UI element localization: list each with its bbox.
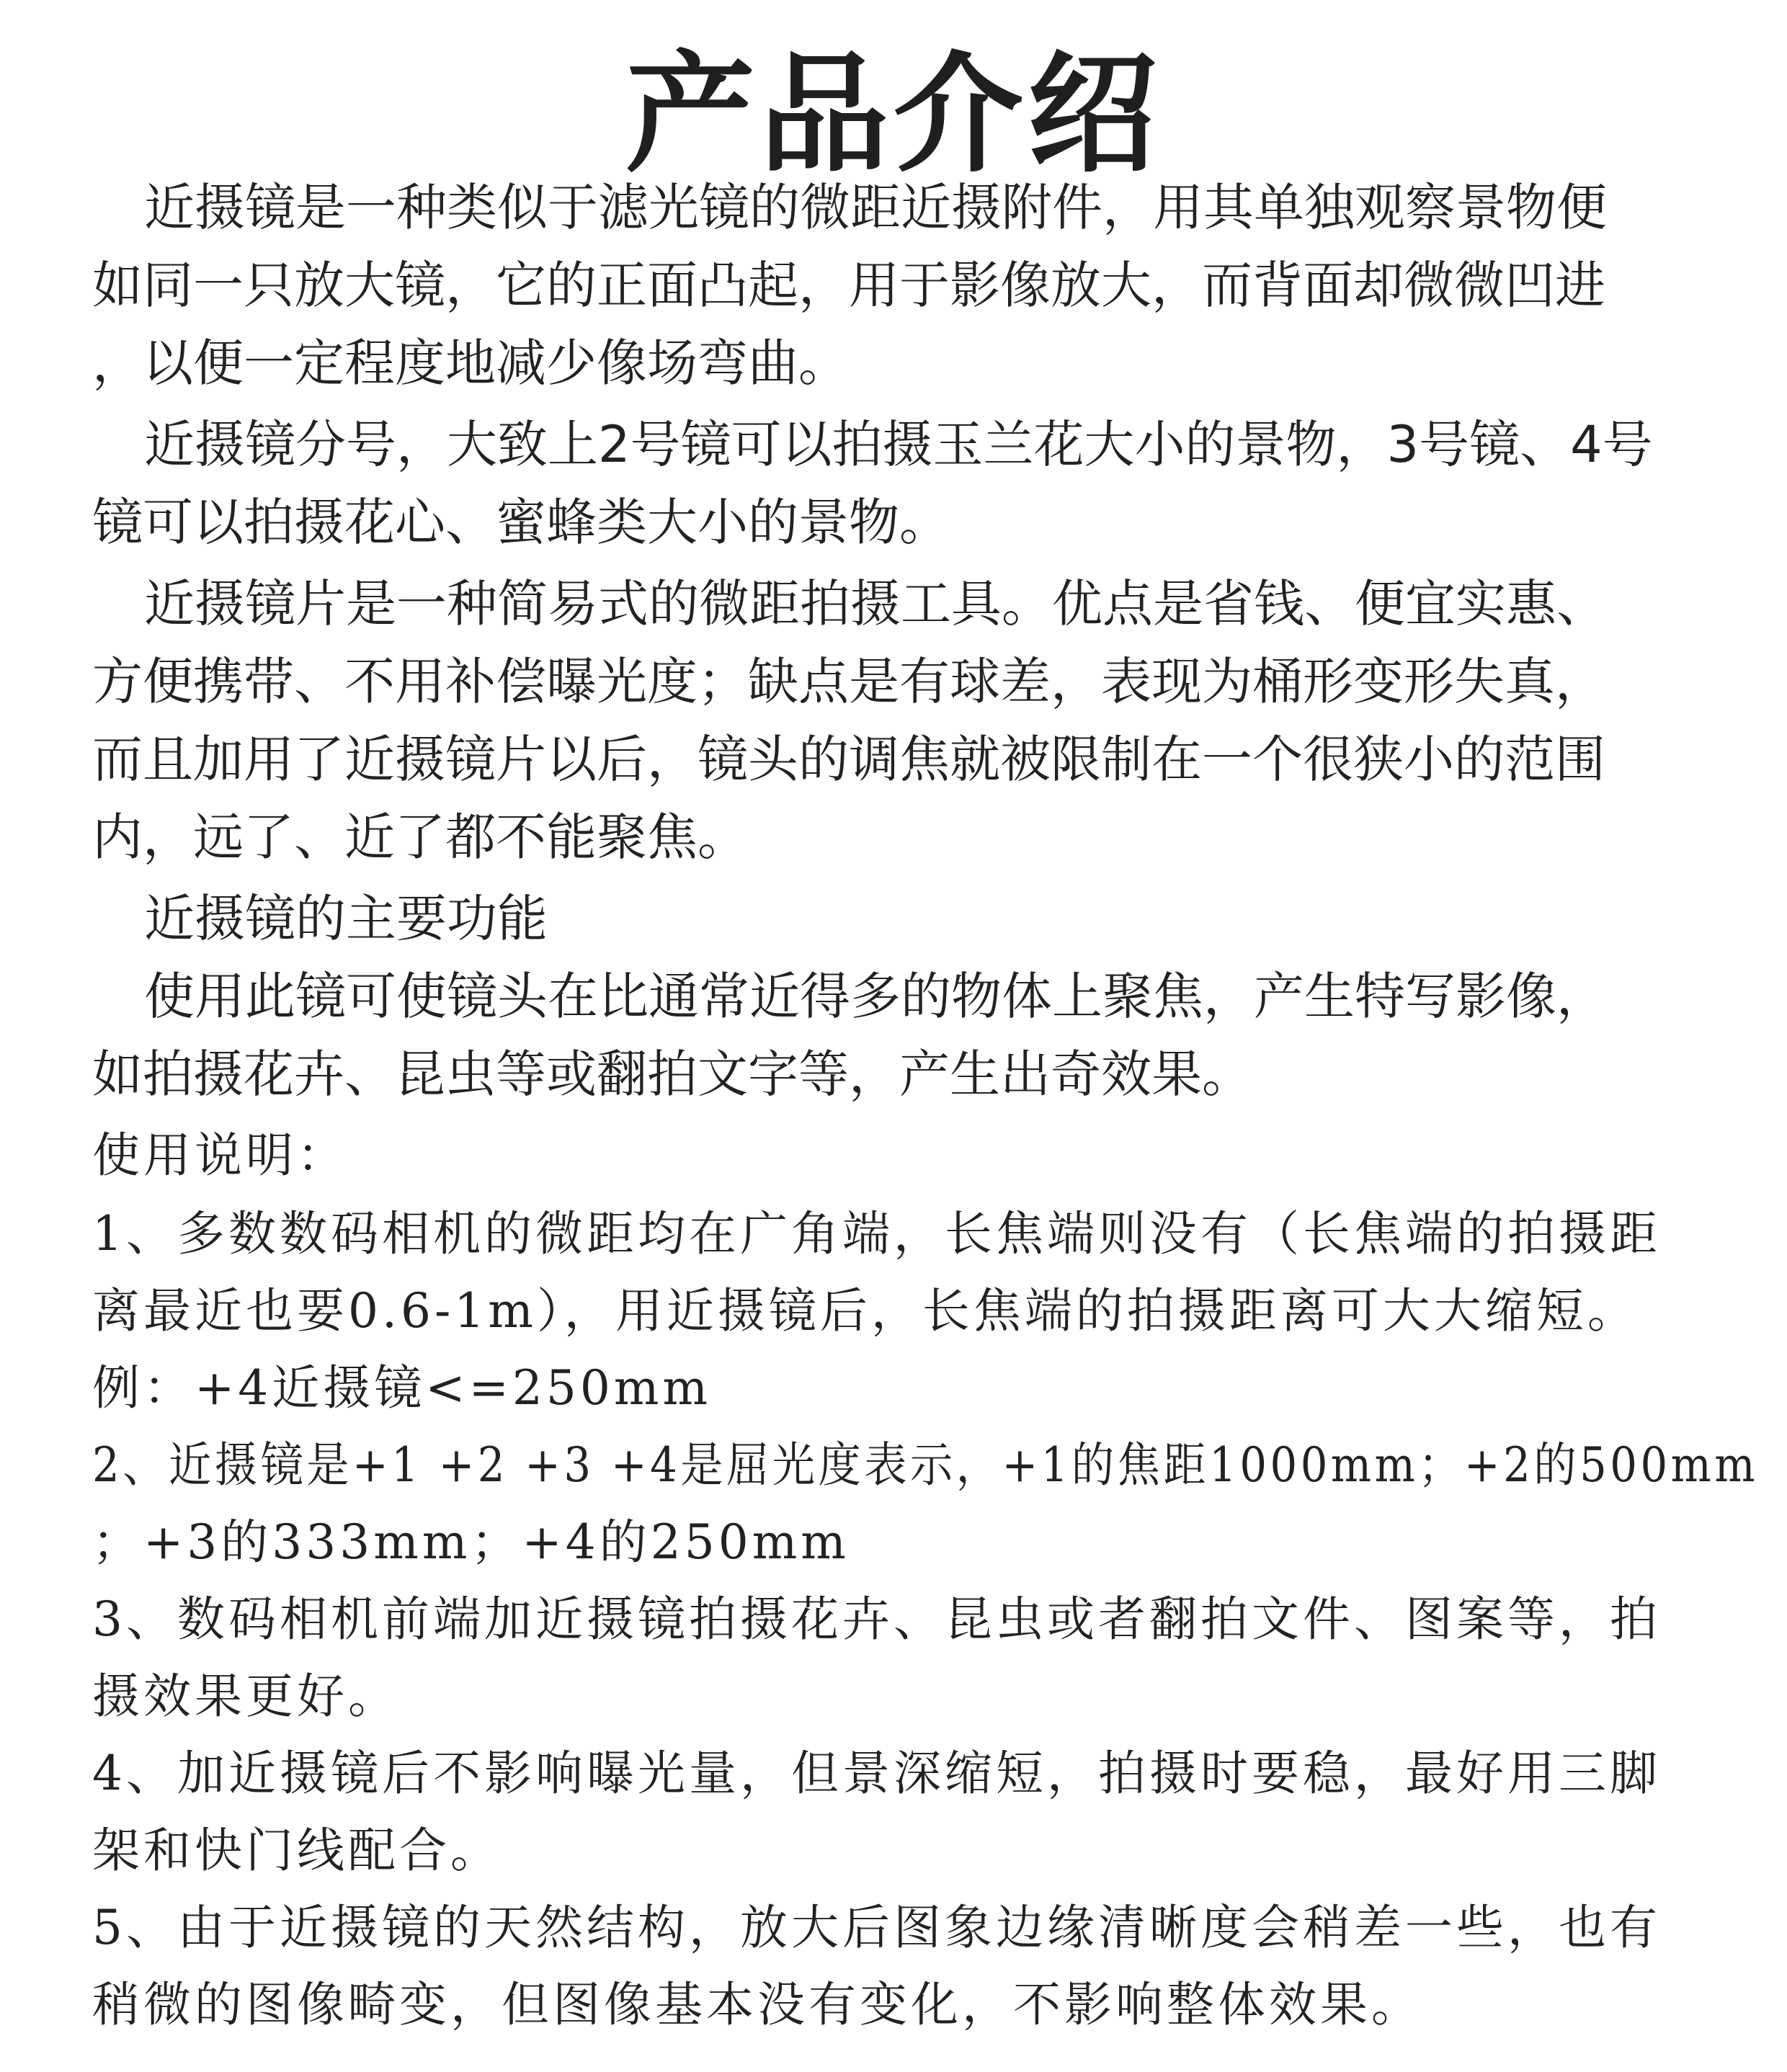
usage-line-6: 3、数码相机前端加近摄镜拍摄花卉、昆虫或者翻拍文件、图案等，拍 (92, 1591, 1661, 1647)
usage-line-2: 离最近也要0.6-1m），用近摄镜后，长焦端的拍摄距离可大大缩短。 (92, 1283, 1639, 1339)
usage-line-1: 1、多数数码相机的微距均在广角端，长焦端则没有（长焦端的拍摄距 (92, 1206, 1661, 1261)
usage-line-10: 5、由于近摄镜的天然结构，放大后图象边缘清晰度会稍差一些，也有 (92, 1900, 1661, 1955)
usage-line-4: 2、近摄镜是+1 +2 +3 +4是屈光度表示，+1的焦距1000mm；+2的500mm (92, 1437, 1759, 1493)
intro-p3-line-3: 而且加用了近摄镜片以后，镜头的调焦就被限制在一个很狭小的范围 (92, 730, 1605, 789)
page-title: 产品介绍 (625, 40, 1162, 190)
usage-line-7: 摄效果更好。 (92, 1669, 399, 1724)
usage-line-5: ；+3的333mm；+4的250mm (92, 1514, 850, 1570)
intro-p4-line-2: 如拍摄花卉、昆虫等或翻拍文字等，产生出奇效果。 (92, 1045, 1252, 1104)
intro-p2-line-2: 镜可以拍摄花心、蜜蜂类大小的景物。 (92, 493, 950, 552)
intro-p1-line-1: 近摄镜是一种类似于滤光镜的微距近摄附件，用其单独观察景物便 (144, 178, 1607, 237)
usage-line-11: 稍微的图像畸变，但图像基本没有变化，不影响整体效果。 (92, 1977, 1422, 2032)
intro-p1-line-3: ，以便一定程度地减少像场弯曲。 (92, 334, 849, 393)
intro-p4-line-1: 使用此镜可使镜头在比通常近得多的物体上聚焦，产生特写影像， (144, 967, 1607, 1026)
usage-line-8: 4、加近摄镜后不影响曝光量，但景深缩短，拍摄时要稳，最好用三脚 (92, 1746, 1661, 1801)
function-heading: 近摄镜的主要功能 (144, 889, 548, 948)
intro-p3-line-1: 近摄镜片是一种简易式的微距拍摄工具。优点是省钱、便宜实惠、 (144, 574, 1607, 633)
intro-p1-line-2: 如同一只放大镜，它的正面凸起，用于影像放大，而背面却微微凹进 (92, 256, 1605, 315)
intro-p3-line-2: 方便携带、不用补偿曝光度；缺点是有球差，表现为桶形变形失真， (92, 652, 1605, 711)
usage-line-3: 例：+4近摄镜<=250mm (92, 1360, 712, 1416)
intro-p2-line-1: 近摄镜分号，大致上2号镜可以拍摄玉兰花大小的景物，3号镜、4号 (144, 415, 1653, 474)
intro-p3-line-4: 内，远了、近了都不能聚焦。 (92, 808, 748, 867)
usage-heading: 使用说明： (92, 1127, 348, 1183)
usage-line-9: 架和快门线配合。 (92, 1823, 502, 1878)
